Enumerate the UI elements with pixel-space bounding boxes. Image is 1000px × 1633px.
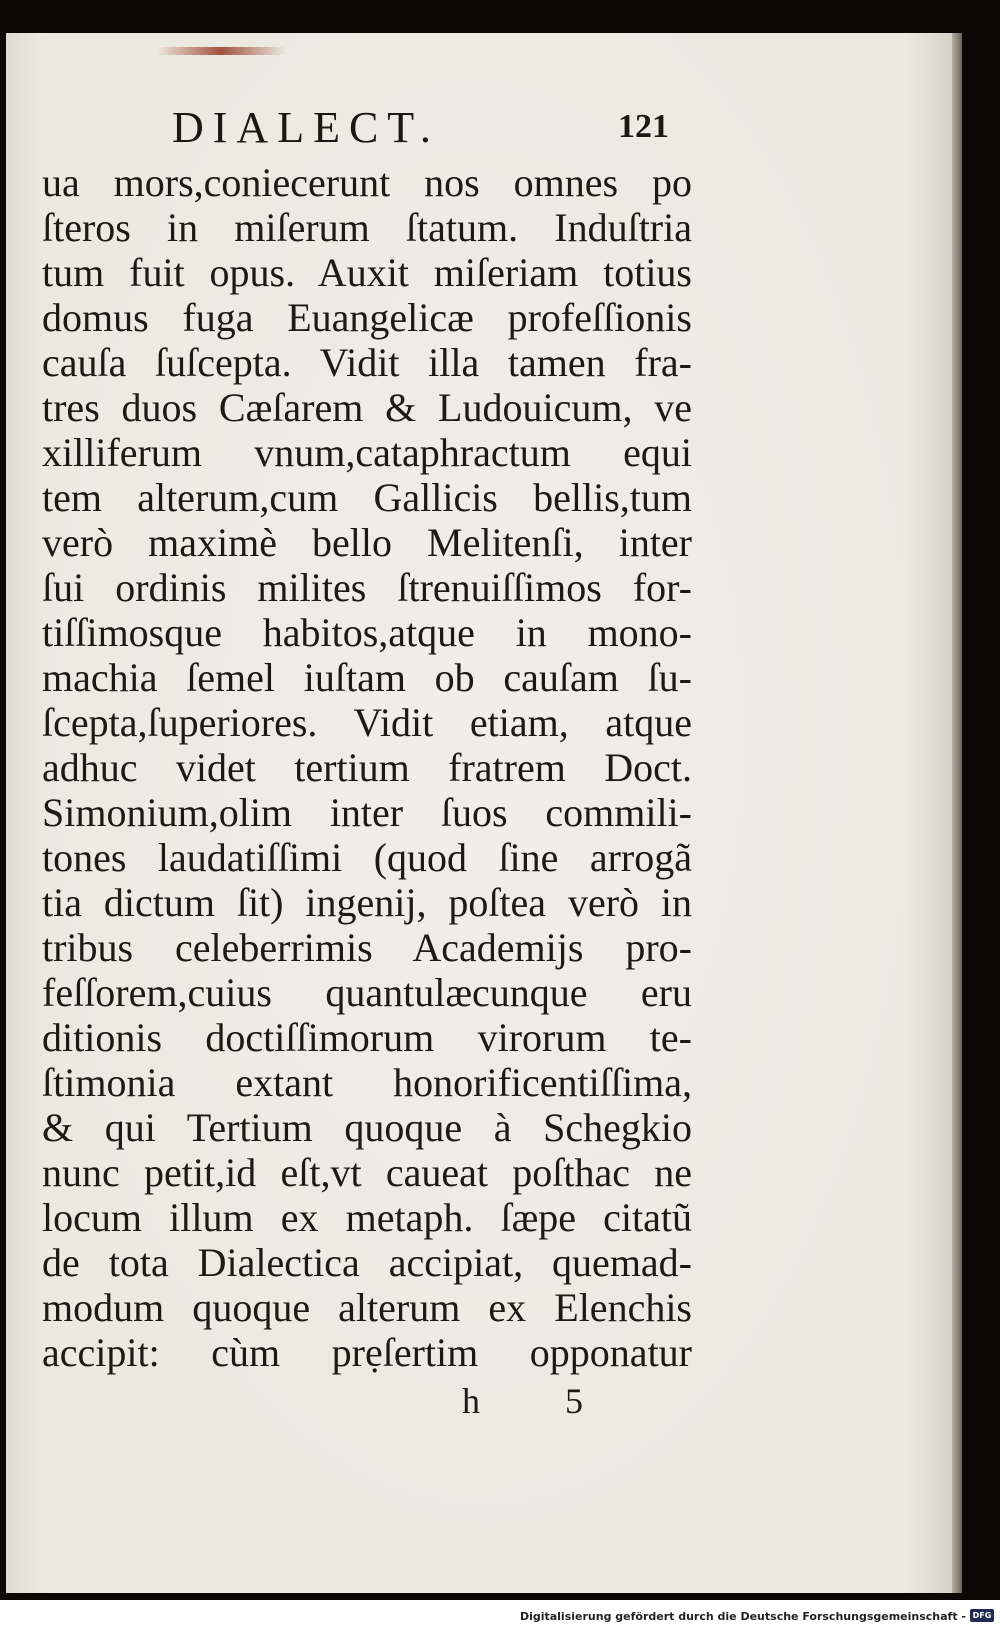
body-text: [42, 160, 692, 1375]
text-line: tiſſimosque habitos,atque in mono-: [42, 610, 692, 655]
dfg-logo-icon: DFG: [970, 1609, 994, 1622]
text-line: domus fuga Euangelicæ profeſſionis: [42, 295, 692, 340]
text-line: ſcepta,ſuperiores. Vidit etiam, atque: [42, 700, 692, 745]
text-line: nunc petit,id eſt,vt caueat poſthac ne: [42, 1150, 692, 1195]
text-line: Simonium,olim inter ſuos commili-: [42, 790, 692, 835]
text-line: cauſa ſuſcepta. Vidit illa tamen fra-: [42, 340, 692, 385]
signature-mark: h 5: [462, 1381, 621, 1421]
text-line: feſſorem,cuius quantulæcunque eru: [42, 970, 692, 1015]
text-line: tum fuit opus. Auxit miſeriam totius: [42, 250, 692, 295]
text-line: ſtimonia extant honorificentiſſima,: [42, 1060, 692, 1105]
funding-credit: Digitalisierung gefördert durch die Deutsche Forschungsgemeinschaft -: [519, 1610, 966, 1623]
text-line: xilliferum vnum,cataphractum equi: [42, 430, 692, 475]
text-line: ua mors,coniecerunt nos omnes po: [42, 160, 692, 205]
text-line: ſui ordinis milites ſtrenuiſſimos for-: [42, 565, 692, 610]
text-line: locum illum ex metaph. ſæpe citatũ: [42, 1195, 692, 1240]
text-line: ditionis doctiſſimorum virorum te-: [42, 1015, 692, 1060]
text-line: tia dictum ſit) ingenij, poſtea verò in: [42, 880, 692, 925]
text-line: ſteros in miſerum ſtatum. Induſtria: [42, 205, 692, 250]
text-line: adhuc videt tertium fratrem Doct.: [42, 745, 692, 790]
text-line: tones laudatiſſimi (quod ſine arrogã: [42, 835, 692, 880]
text-line: tres duos Cæſarem & Ludouicum, ve: [42, 385, 692, 430]
text-line: tribus celeberrimis Academijs pro-: [42, 925, 692, 970]
text-line: de tota Dialectica accipiat, quemad-: [42, 1240, 692, 1285]
running-head: DIALECT.: [172, 103, 440, 152]
red-page-edge: [156, 47, 286, 55]
text-line: & qui Tertium quoque à Schegkio: [42, 1105, 692, 1150]
page-number: 121: [618, 108, 669, 145]
text-line: modum quoque alterum ex Elenchis: [42, 1285, 692, 1330]
page-fold-shadow: [952, 33, 962, 1593]
text-line: accipit: cùm prẹſertim opponatur: [42, 1330, 692, 1375]
text-line: tem alterum,cum Gallicis bellis,tum: [42, 475, 692, 520]
text-line: machia ſemel iuſtam ob cauſam ſu-: [42, 655, 692, 700]
footer-bar: [0, 1600, 1000, 1633]
text-line: verò maximè bello Melitenſi, inter: [42, 520, 692, 565]
